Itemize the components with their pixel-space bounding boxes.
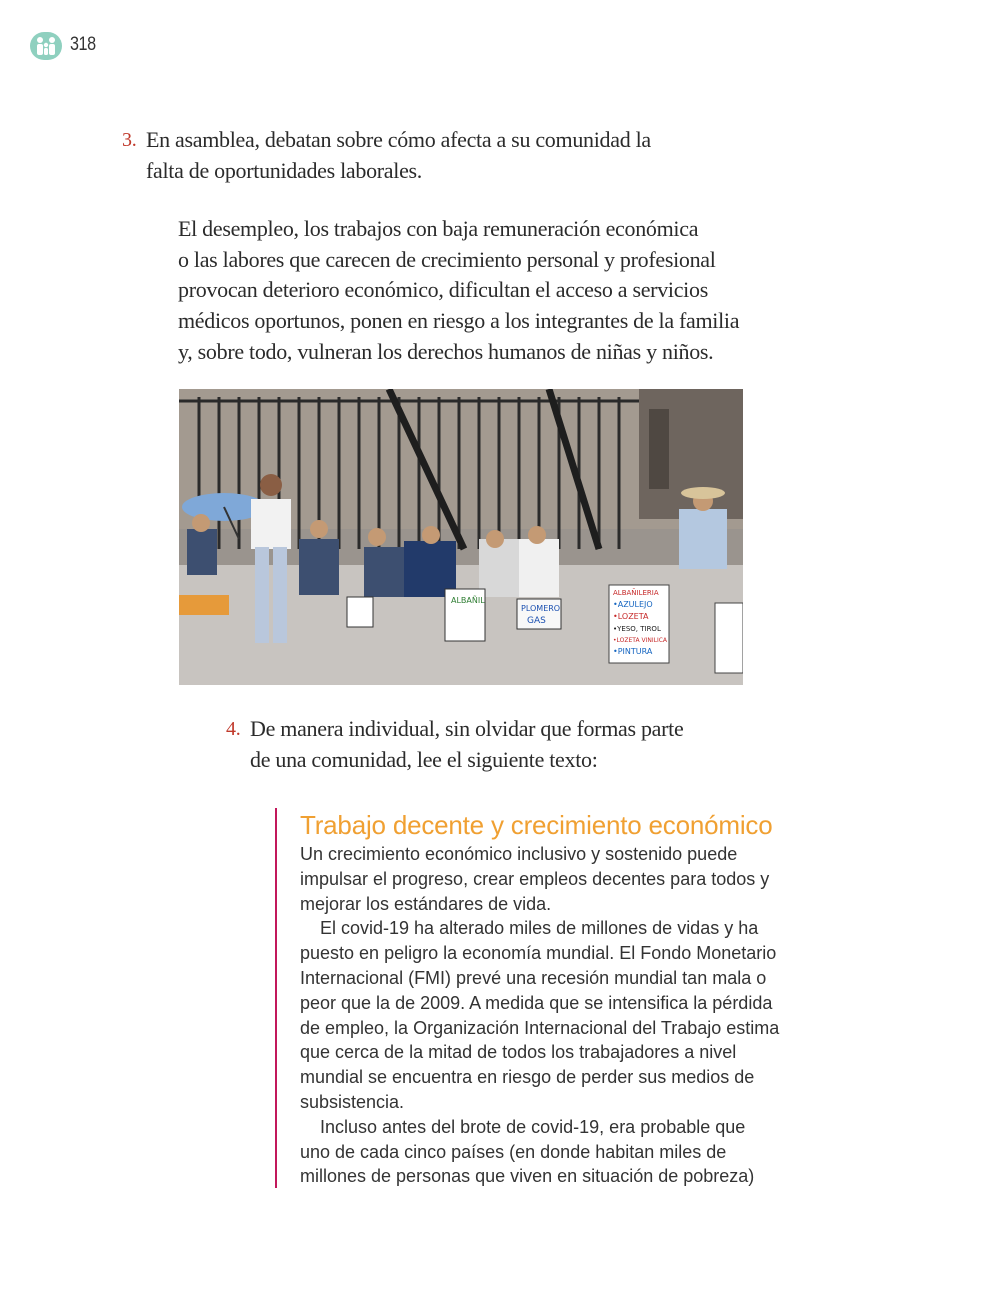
photo-sign-label: GAS [527,616,546,626]
reading-line: que cerca de la mitad de todos los trabajadores a nivel [300,1042,737,1063]
reading-line: de empleo, la Organización Internacional del Trabajo estima [300,1017,780,1038]
reading-line: mundial se encuentra en riesgo de perder sus medios de [300,1067,755,1088]
activity-4 [226,714,770,775]
photo-sign-label: PLOMERO [521,604,561,613]
activity-number: 3. [122,129,137,151]
family-icon [34,36,58,56]
activity-line: En asamblea, debatan sobre cómo afecta a su comunidad la [146,127,651,152]
page-badge [30,32,62,60]
activity-number: 4. [226,718,241,740]
reading-line: mejorar los estándares de vida. [300,893,552,914]
reading-line: Incluso antes del brote de covid-19, era probable que [320,1116,746,1137]
photo-sign-label: •LOZETA [613,612,649,621]
photo-sign-label: •AZULEJO [613,600,653,609]
reading-line: Un crecimiento económico inclusivo y sostenido puede [300,844,738,864]
activity-line: de una comunidad, lee el siguiente texto: [250,746,598,772]
photo-sign-label: •LOZETA VINILICA [613,637,668,644]
reading-title: Trabajo decente y crecimiento económico [300,810,773,840]
reading-body [300,842,810,1189]
reading-line: uno de cada cinco países (en donde habitan miles de [300,1141,727,1162]
workers-photo [179,389,743,685]
reading-accent-rule [275,808,277,1188]
reading-line: El covid-19 ha alterado miles de millones de vidas y ha [320,918,759,939]
paragraph-line: médicos oportunos, ponen en riesgo a los integrantes de la familia [178,308,740,334]
reading-line: millones de personas que viven en situación de pobreza) [300,1166,755,1187]
activity-3 [122,125,706,186]
activity-line: De manera individual, sin olvidar que formas parte [250,716,684,741]
paragraph-line: o las labores que carecen de crecimiento personal y profesional [178,246,716,272]
photo-sign-label: ALBAÑIL [451,596,485,605]
photo-sign-label: •PINTURA [613,647,653,656]
intro-paragraph [178,214,778,368]
photo-sign-label: ALBAÑILERIA [613,589,659,597]
reading-line: Internacional (FMI) prevé una recesión mundial tan mala o [300,967,767,988]
reading-line: peor que la de 2009. A medida que se intensifica la pérdida [300,992,773,1013]
reading-line: impulsar el progreso, crear empleos decentes para todos y [300,868,770,889]
paragraph-line: provocan deterioro económico, dificultan el acceso a servicios [178,277,708,303]
workers-illustration [179,389,743,685]
page-number: 318 [70,34,96,55]
reading-line: puesto en peligro la economía mundial. El Fondo Monetario [300,943,777,964]
photo-sign-label: •YESO, TIROL [613,625,661,633]
paragraph-line: y, sobre todo, vulneran los derechos humanos de niñas y niños. [178,338,714,364]
activity-line: falta de oportunidades laborales. [146,157,422,183]
reading-line: subsistencia. [300,1091,405,1112]
paragraph-line: El desempleo, los trabajos con baja remuneración económica [178,216,699,241]
